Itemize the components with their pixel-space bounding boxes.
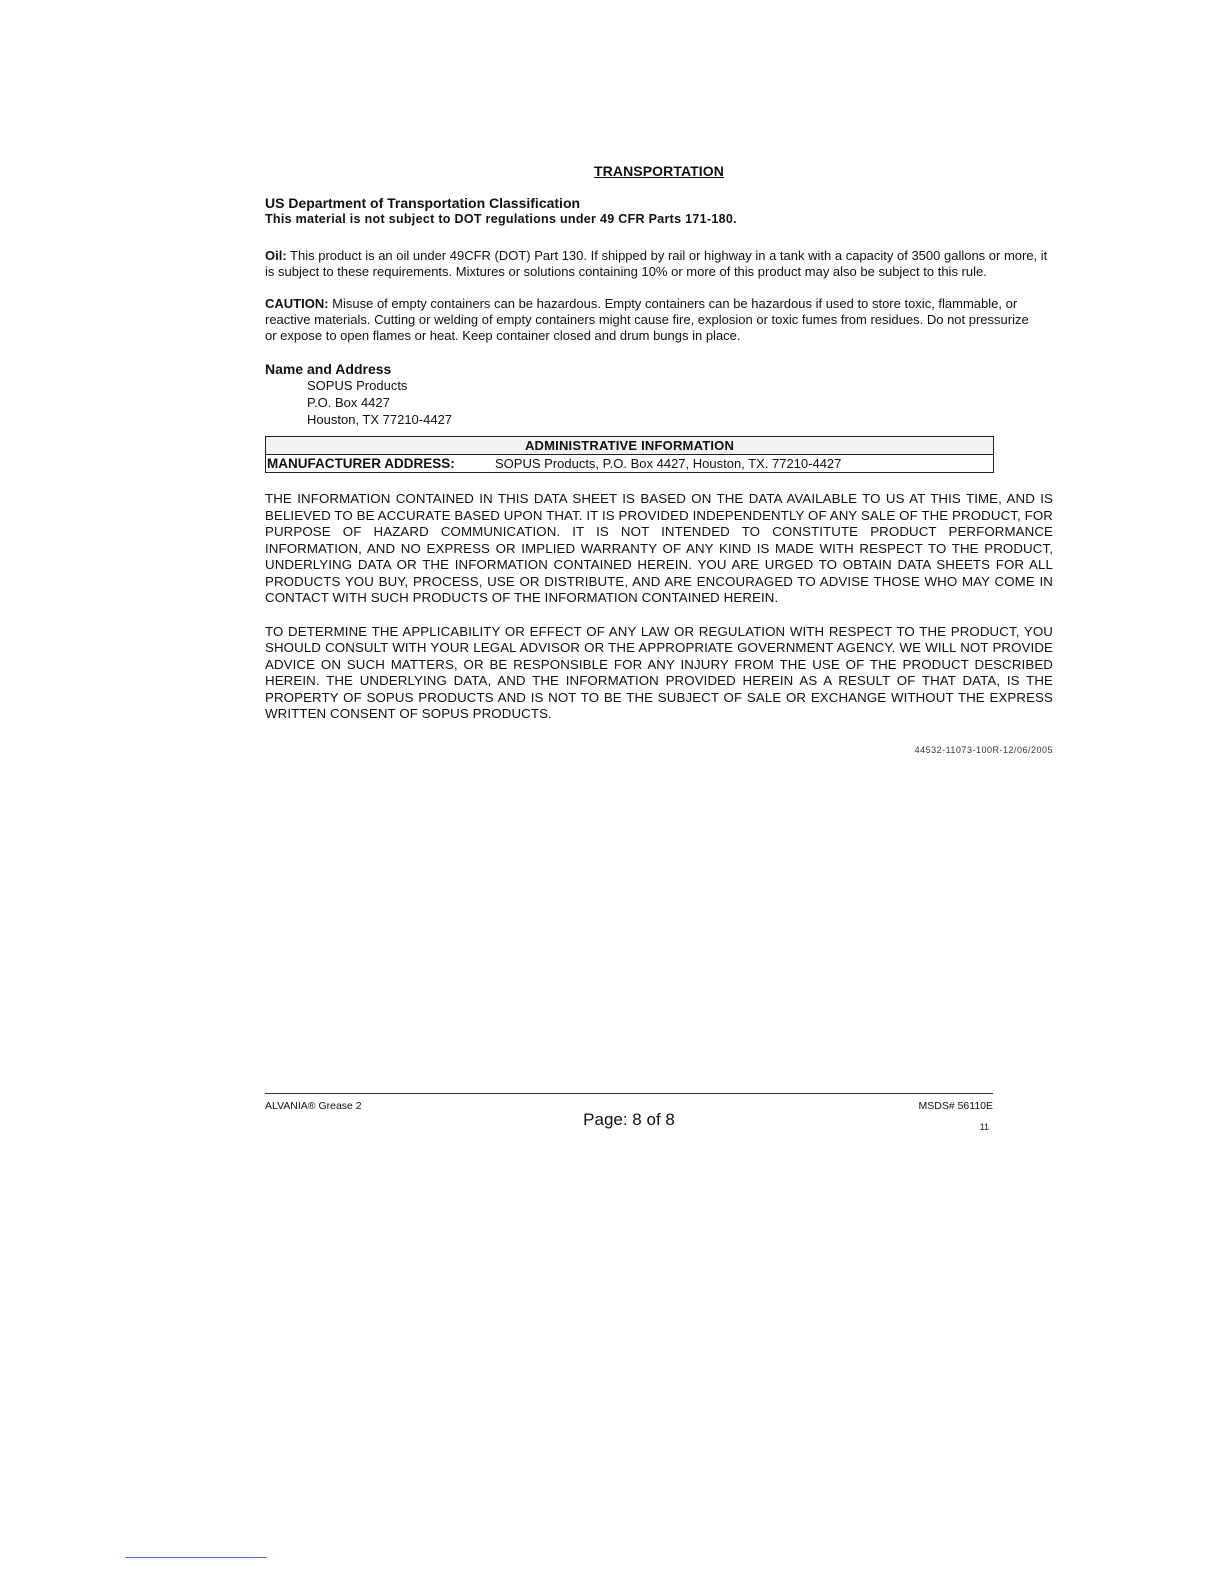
address-block	[307, 377, 1053, 428]
address-line-city: Houston, TX 77210-4427	[307, 412, 453, 427]
footer-page-number: Page: 8 of 8	[583, 1110, 675, 1129]
oil-paragraph	[265, 248, 1050, 280]
footer-msds-number: MSDS# 56110E	[918, 1100, 993, 1112]
administrative-info-heading: ADMINISTRATIVE INFORMATION	[266, 437, 993, 455]
footer-product-name: ALVANIA® Grease 2	[265, 1100, 362, 1112]
document-code: 44532-11073-100R-12/06/2005	[914, 744, 1053, 755]
caution-text: Misuse of empty containers can be hazardous. Empty containers can be hazardous if used to store toxic, flammable, or reactive materials. Cutting or welding of empty containers might cause fire, explosion or toxic fumes from residues. Do not pressurize or expose to open flames or heat. Keep container closed and drum bungs in place.	[265, 296, 1029, 343]
oil-text: This product is an oil under 49CFR (DOT) Part 130. If shipped by rail or highway in a tank with a capacity of 3500 gallons or more, it is subject to these requirements. Mixtures or solutions containing 10% or more of this product may also be subject to this rule.	[265, 248, 1048, 279]
caution-paragraph	[265, 296, 1040, 344]
dot-classification-statement: This material is not subject to DOT regulations under 49 CFR Parts 171-180.	[265, 212, 737, 226]
manufacturer-address-row	[266, 455, 993, 472]
footer-page-index: 11	[979, 1122, 989, 1132]
address-line-company: SOPUS Products	[307, 378, 408, 393]
disclaimer-paragraph-1: THE INFORMATION CONTAINED IN THIS DATA SHEET IS BASED ON THE DATA AVAILABLE TO US AT THIS TIME, AND IS BELIEVED TO BE ACCURATE BASED UPON THAT. IT IS PROVIDED INDEPENDENTLY OF ANY SALE OF THE PRODUCT, FOR PURPOSE OF HAZARD COMMUNICATION. IT IS NOT INTENDED TO CONSTITUTE PRODUCT PERFORMANCE INFORMATION, AND NO EXPRESS OR IMPLIED WARRANTY OF ANY KIND IS MADE WITH RESPECT TO THE PRODUCT, UNDERLYING DATA OR THE INFORMATION CONTAINED HEREIN. YOU ARE URGED TO OBTAIN DATA SHEETS FOR ALL PRODUCTS YOU BUY, PROCESS, USE OR DISTRIBUTE, AND ARE ENCOURAGED TO ADVISE THOSE WHO MAY COME IN CONTACT WITH SUCH PRODUCTS OF THE INFORMATION CONTAINED HEREIN.	[265, 491, 1053, 605]
caution-label: CAUTION:	[265, 296, 329, 311]
page-content	[265, 163, 1053, 755]
manufacturer-address-value: SOPUS Products, P.O. Box 4427, Houston, TX. 77210-4427	[495, 456, 842, 471]
dot-classification-heading: US Department of Transportation Classification	[265, 195, 581, 211]
address-line-po-box: P.O. Box 4427	[307, 395, 390, 410]
oil-label: Oil:	[265, 248, 287, 263]
administrative-info-table	[265, 436, 994, 473]
manufacturer-address-label: MANUFACTURER ADDRESS:	[267, 456, 455, 471]
page-footer	[265, 1093, 993, 1144]
section-title: TRANSPORTATION	[594, 163, 724, 179]
name-address-heading: Name and Address	[265, 361, 392, 377]
bottom-divider	[125, 1557, 267, 1558]
disclaimer-paragraph-2: TO DETERMINE THE APPLICABILITY OR EFFECT OF ANY LAW OR REGULATION WITH RESPECT TO THE PRODUCT, YOU SHOULD CONSULT WITH YOUR LEGAL ADVISOR OR THE APPROPRIATE GOVERNMENT AGENCY. WE WILL NOT PROVIDE ADVICE ON SUCH MATTERS, OR BE RESPONSIBLE FOR ANY INJURY FROM THE USE OF THE PRODUCT DESCRIBED HEREIN. THE UNDERLYING DATA, AND THE INFORMATION PROVIDED HEREIN AS A RESULT OF THAT DATA, IS THE PROPERTY OF SOPUS PRODUCTS AND IS NOT TO BE THE SUBJECT OF SALE OR EXCHANGE WITHOUT THE EXPRESS WRITTEN CONSENT OF SOPUS PRODUCTS.	[265, 623, 1053, 721]
